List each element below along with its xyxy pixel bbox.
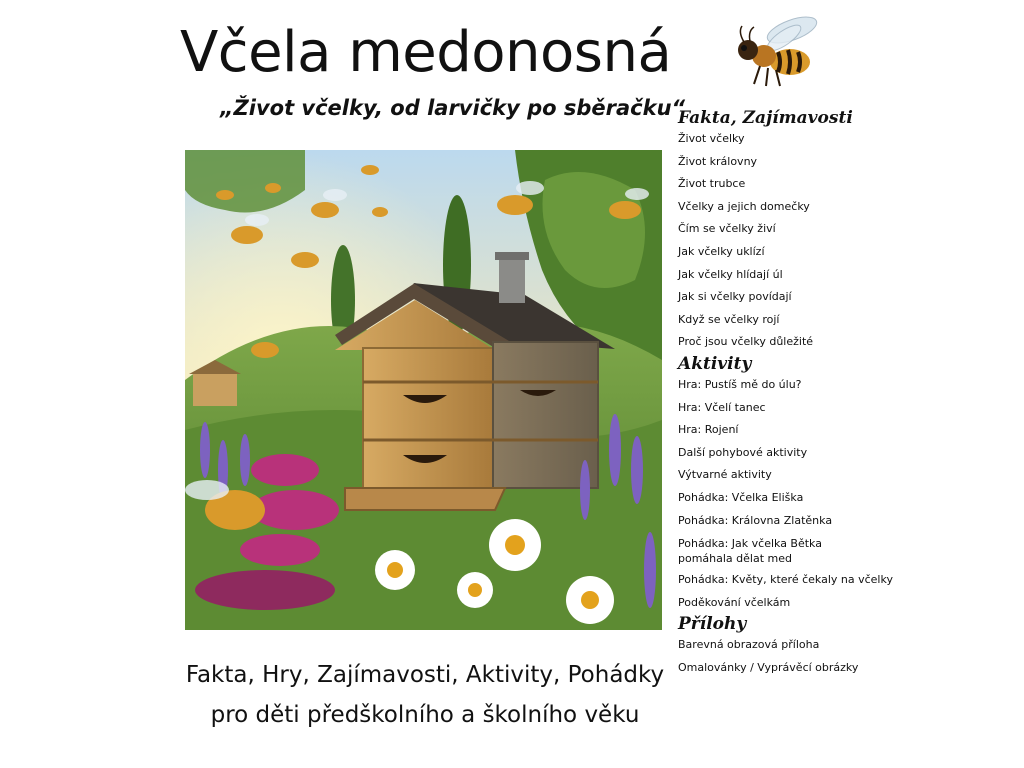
beehive-illustration xyxy=(185,150,662,630)
list-item: Jak si včelky povídají xyxy=(678,290,792,304)
list-item: Hra: Pustíš mě do úlu? xyxy=(678,377,802,391)
list-item: Když se včelky rojí xyxy=(678,312,780,326)
list-item: Výtvarné aktivity xyxy=(678,468,772,482)
section-heading-aktivity: Aktivity xyxy=(678,353,752,374)
list-item: Hra: Rojení xyxy=(678,423,739,437)
bottom-audience: pro děti předškolního a školního věku xyxy=(210,702,640,728)
list-item: Jak včelky uklízí xyxy=(678,244,765,258)
page-title: Včela medonosná xyxy=(180,20,672,85)
list-item: Hra: Včelí tanec xyxy=(678,400,766,414)
section-heading-prilohy: Přílohy xyxy=(678,614,747,635)
list-item: Pohádka: Včelka Eliška xyxy=(678,490,804,504)
list-item: Život trubce xyxy=(678,177,746,191)
list-item: Pohádka: Jak včelka Bětka pomáhala dělat med xyxy=(678,537,822,566)
list-item: Pohádka: Květy, které čekaly na včelky xyxy=(678,573,893,587)
list-item: Poděkování včelkám xyxy=(678,595,791,609)
page-subtitle: „Život včelky, od larvičky po sběračku“ xyxy=(220,96,686,120)
list-item: Život včelky xyxy=(678,132,745,145)
bottom-tagline: Fakta, Hry, Zajímavosti, Aktivity, Pohádky xyxy=(185,662,665,688)
table-of-contents xyxy=(678,108,1018,679)
list-item: Barevná obrazová příloha xyxy=(678,638,820,652)
bee-icon xyxy=(730,8,826,94)
section-list-aktivity xyxy=(678,374,1018,614)
list-item: Život královny xyxy=(678,154,758,168)
list-item: Omalovánky / Vyprávěcí obrázky xyxy=(678,660,859,674)
section-heading-fakta: Fakta, Zajímavosti xyxy=(678,108,853,128)
list-item: Pohádka: Královna Zlatěnka xyxy=(678,513,833,527)
list-item: Jak včelky hlídají úl xyxy=(678,267,783,281)
list-item: Včelky a jejich domečky xyxy=(678,199,810,213)
list-item: Čím se včelky živí xyxy=(678,222,776,236)
list-item: Proč jsou včelky důležité xyxy=(678,335,814,349)
list-item: Další pohybové aktivity xyxy=(678,445,808,459)
section-list-prilohy xyxy=(678,634,1018,679)
section-list-fakta xyxy=(678,128,1018,354)
